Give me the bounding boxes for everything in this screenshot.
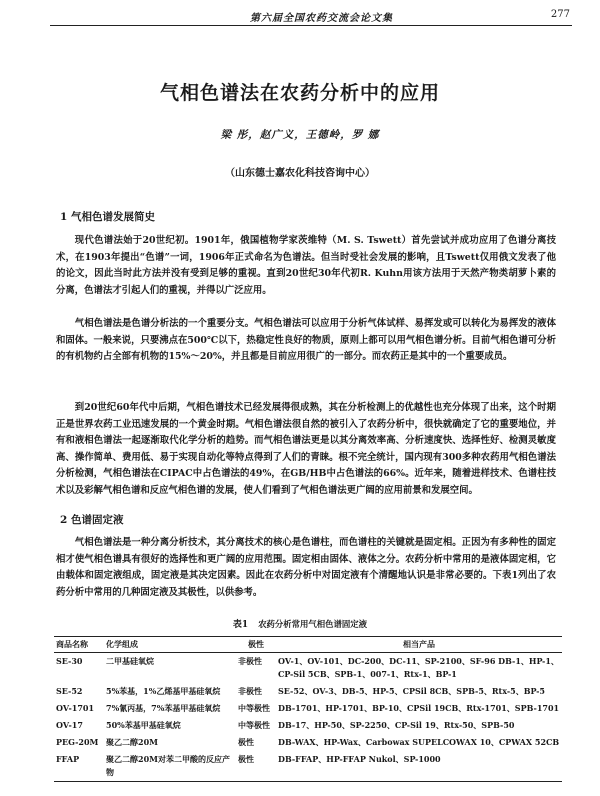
table-cell: 极性 xyxy=(236,751,276,782)
column-header: 商品名称 xyxy=(54,637,104,653)
table-cell: OV-1、OV-101、DC-200、DC-11、SP-2100、SF-96 DB-1、HP-1、CP-Sil 5CB、SPB-1、007-1、Rtx-1、BP-1 xyxy=(278,656,559,679)
section-heading-stationary-phase: 2 色谱固定液 xyxy=(60,514,124,526)
table-row xyxy=(54,653,562,684)
table-cell: DB-WAX、HP-Wax、Carbowax SUPELCOWAX 10、CPWAX 52CB xyxy=(278,737,560,747)
paragraph: 到20世纪60年代中后期，气相色谱技术已经发展得很成熟，其在分析检测上的优越性也充分体现了出来，这个时期正是世界农药工业迅速发展的一个黄金时期。气相色谱法很自然的被引入了农药分析中，很快就确定了它的重要地位，并有和液相色谱法一起逐渐取代化学分析的趋势。而气相色谱法更是以其分离效率高、分析速度快、选择性好、检测灵敏度高、操作简单、费用低、易于实现自动化等特点得到了人们的青睐。根不完全统计，国内现有300多种农药用气相色谱法分析检测，气相色谱法在CIPAC中占色谱法的49%，在GB/HB中占色谱法的66%。近年来，随着进样技术、色谱柱技术以及彩解气相色谱和反应气相色谱的发展，使人们看到了气相色谱法更广阔的应用前景和发展空间。 xyxy=(56,402,556,496)
table-caption-text: 农药分析常用气相色谱固定液 xyxy=(258,619,368,629)
table-cell: 中等极性 xyxy=(238,703,270,713)
table-cell: 非极性 xyxy=(238,686,262,696)
table-cell: FFAP xyxy=(54,751,104,782)
table-cell: 非极性 xyxy=(238,656,262,666)
table-cell: 中等极性 xyxy=(238,720,270,730)
paper-title: 气相色谱法在农药分析中的应用 xyxy=(159,82,440,104)
table-cell: DB-1701、HP-1701、BP-10、CPSil 19CB、Rtx-1701、SPB-1701 xyxy=(278,703,560,713)
table-cell: SE-30 xyxy=(56,656,83,666)
table-row xyxy=(54,751,562,782)
table-row xyxy=(54,717,562,734)
author-list: 梁 彤，赵广义，王德岭，罗 娜 xyxy=(220,129,380,141)
column-header: 相当产品 xyxy=(276,637,562,653)
column-header: 化学组成 xyxy=(104,637,236,653)
table-cell: SE-52 xyxy=(56,686,83,696)
table-cell: DB-FFAP、HP-FFAP Nukol、SP-1000 xyxy=(276,751,562,782)
section-heading-history: 1 气相色谱发展简史 xyxy=(60,211,155,223)
running-header xyxy=(50,6,572,26)
table-header-row xyxy=(54,637,562,653)
table-cell: OV-17 xyxy=(56,720,83,730)
table-cell: OV-1701 xyxy=(56,703,95,713)
table-cell: 50%苯基甲基硅氧烷 xyxy=(106,720,181,730)
table-cell: 极性 xyxy=(238,737,254,747)
paragraph: 现代色谱法始于20世纪初。1901年，俄国植物学家茨维特（M. S. Tswett）首先尝试并成功应用了色谱分离技术，在1903年提出“色谱”一词，1906年正式命名为色谱法。但当时受社会发展的影响，且Tswett仅用俄文发表了他的论文，因此当时此方法并没有受到足够的重视。直到20世纪30年代初R. Kuhn用该方法用于天然产物类胡萝卜素的分离，色谱法才引起人们的重视，并得以广泛应用。 xyxy=(56,235,556,296)
table-cell: SE-52、OV-3、DB-5、HP-5、CPSil 8CB、SPB-5、Rtx-5、BP-5 xyxy=(278,686,545,696)
table-cell: PEG-20M xyxy=(56,737,99,747)
page-number: 277 xyxy=(550,9,570,20)
table-row xyxy=(54,683,562,700)
table-caption xyxy=(0,617,600,630)
column-header: 极性 xyxy=(236,637,276,653)
table-row xyxy=(54,734,562,751)
running-title: 第六届全国农药交流会论文集 xyxy=(250,13,393,24)
table-cell: 7%氰丙基，7%苯基甲基硅氧烷 xyxy=(106,703,221,713)
table-number: 表1 xyxy=(232,620,249,630)
table-cell: 5%苯基，1%乙烯基甲基硅氧烷 xyxy=(106,686,221,696)
paragraph: 气相色谱法是一种分离分析技术，其分离技术的核心是色谱柱，而色谱柱的关键就是固定相。正因为有多种性的固定相才使气相色谱具有很好的选择性和更广阔的应用范围。固定相由固体、液体之分。农药分析中常用的是液体固定相，它由载体和固定液组成，固定液是其决定因素。因此在农药分析中对固定液有个清醒地认识是非常必要的。下表1列出了农药分析中常用的几种固定液及其极性，以供参考。 xyxy=(56,537,556,598)
stationary-phase-table xyxy=(54,636,562,782)
table-row xyxy=(54,700,562,717)
affiliation: （山东德士嘉农化科技咨询中心） xyxy=(225,168,375,179)
table-cell: 聚乙二醇20M xyxy=(106,737,158,747)
table-cell: 聚乙二醇20M对苯二甲酸的反应产物 xyxy=(104,751,236,782)
table-cell: 二甲基硅氧烷 xyxy=(106,656,154,666)
paragraph: 气相色谱法是色谱分析法的一个重要分支。气相色谱法可以应用于分析气体试样、易挥发或可以转化为易挥发的液体和固体。一般来说，只要沸点在500℃以下，热稳定性良好的物质，原则上都可以用气相色谱分析。目前气相色谱可分析的有机物约占全部有机物的15%～20%，并且都是目前应用很广的一部分。而农药正是其中的一个重要成员。 xyxy=(56,318,556,363)
table-cell: DB-17、HP-50、SP-2250、CP-Sil 19、Rtx-50、SPB-50 xyxy=(278,720,515,730)
